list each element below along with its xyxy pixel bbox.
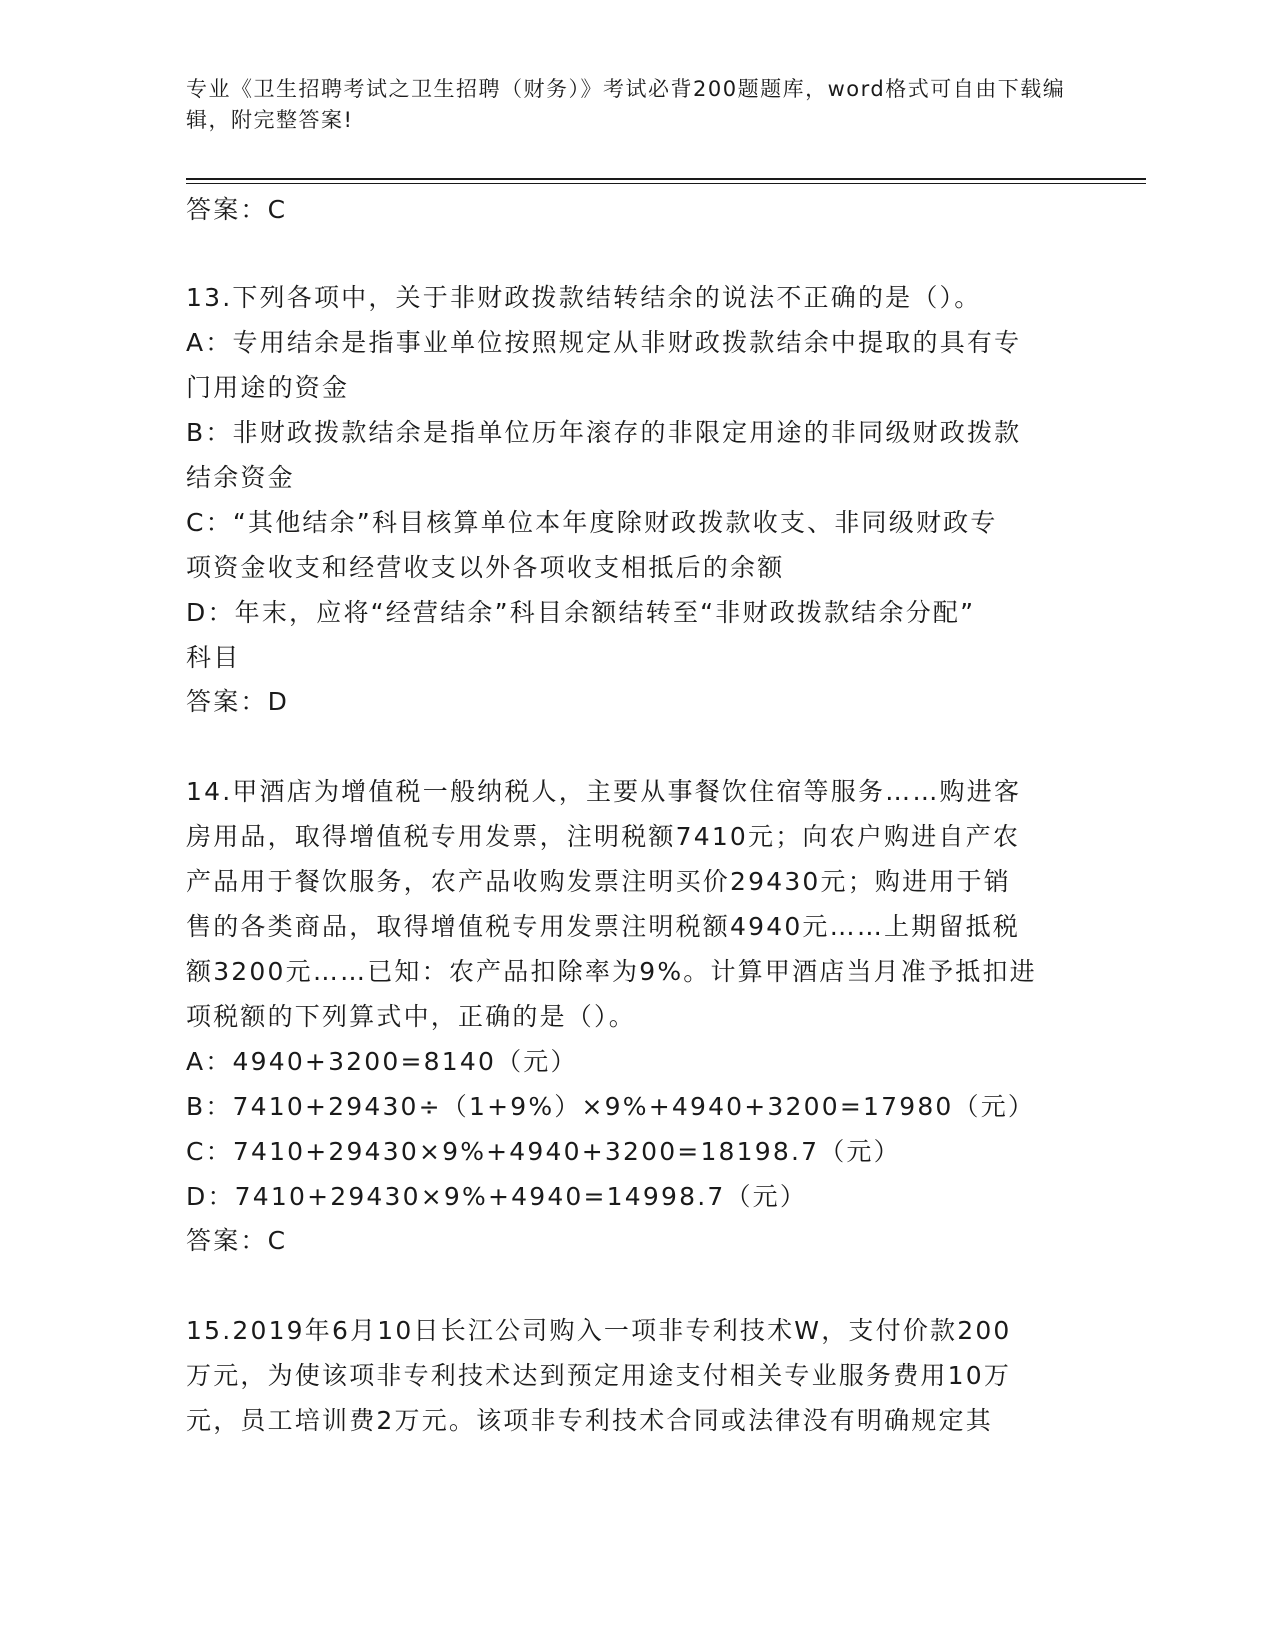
- option-line: A：专用结余是指事业单位按照规定从非财政拨款结余中提取的具有专: [186, 328, 1022, 357]
- question-line: 项税额的下列算式中，正确的是（）。: [186, 1002, 636, 1031]
- document-body: [186, 192, 1066, 1443]
- option-line: 结余资金: [186, 463, 295, 492]
- question-15: [186, 1308, 1066, 1443]
- option-line: 门用途的资金: [186, 373, 350, 402]
- option-line: D：年末，应将“经营结余”科目余额结转至“非财政拨款结余分配”: [186, 598, 976, 627]
- option-line: B：7410+29430÷（1+9%）×9%+4940+3200=17980（元）: [186, 1092, 1036, 1121]
- option-line: C：7410+29430×9%+4940+3200=18198.7（元）: [186, 1137, 901, 1166]
- question-line: 元，员工培训费2万元。该项非专利技术合同或法律没有明确规定其: [186, 1406, 993, 1435]
- option-line: B：非财政拨款结余是指单位历年滚存的非限定用途的非同级财政拨款: [186, 418, 1022, 447]
- question-line: 13.下列各项中，关于非财政拨款结转结余的说法不正确的是（）。: [186, 283, 982, 312]
- question-14: [186, 769, 1066, 1261]
- question-line: 额3200元……已知：农产品扣除率为9%。计算甲酒店当月准予抵扣进: [186, 957, 1037, 986]
- question-line: 房用品，取得增值税专用发票，注明税额7410元；向农户购进自产农: [186, 822, 1021, 851]
- question-13: [186, 275, 1066, 722]
- header-divider-thick: [186, 178, 1146, 180]
- question-line: 15.2019年6月10日长江公司购入一项非专利技术W，支付价款200: [186, 1316, 1012, 1345]
- option-line: C：“其他结余”科目核算单位本年度除财政拨款收支、非同级财政专: [186, 508, 998, 537]
- option-line: D：7410+29430×9%+4940=14998.7（元）: [186, 1182, 808, 1211]
- option-line: 项资金收支和经营收支以外各项收支相抵后的余额: [186, 553, 785, 582]
- question-line: 售的各类商品，取得增值税专用发票注明税额4940元……上期留抵税: [186, 912, 1021, 941]
- question-line: 14.甲酒店为增值税一般纳税人，主要从事餐饮住宿等服务……购进客: [186, 777, 1022, 806]
- option-line: 科目: [186, 643, 241, 672]
- answer-line: 答案：C: [186, 195, 288, 224]
- option-line: A：4940+3200=8140（元）: [186, 1047, 578, 1076]
- page-header: 专业《卫生招聘考试之卫生招聘（财务）》考试必背200题题库，word格式可自由下载编辑，附完整答案!: [186, 77, 1066, 132]
- answer-line: 答案：D: [186, 687, 290, 716]
- question-line: 产品用于餐饮服务，农产品收购发票注明买价29430元；购进用于销: [186, 867, 1011, 896]
- question-line: 万元，为使该项非专利技术达到预定用途支付相关专业服务费用10万: [186, 1361, 1012, 1390]
- answer-line: 答案：C: [186, 1226, 288, 1255]
- header-divider-thin: [186, 183, 1146, 184]
